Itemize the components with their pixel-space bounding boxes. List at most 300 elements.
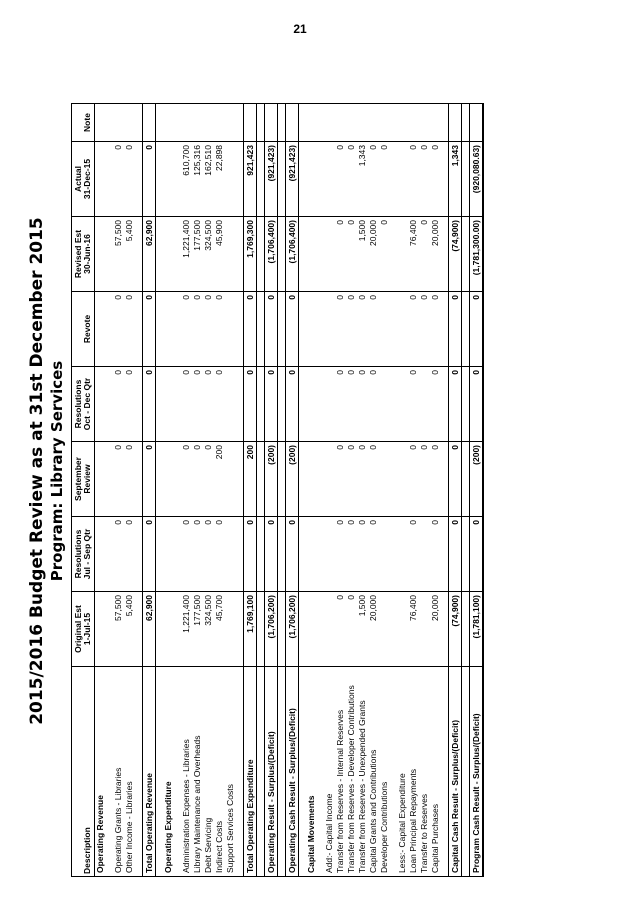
row-note [203,104,214,142]
row-value: 62,900 [143,592,156,667]
row-value [163,592,174,667]
row-value: 0 [357,442,368,517]
row-value [306,292,317,367]
spacer-cell [390,442,397,517]
row-description: Operating Revenue [95,667,107,877]
row-value: 20,000 [368,217,379,292]
spacer-cell [257,217,265,292]
spacer-cell [390,667,397,877]
spacer-cell [299,217,307,292]
row-value [163,292,174,367]
row-value: (920,080.63) [470,142,484,217]
row-value: 0 [143,142,156,217]
row-note [225,104,236,142]
row-value: 1,500 [357,217,368,292]
table-row [244,104,257,877]
row-value: 0 [124,292,135,367]
row-value: 1,343 [449,142,462,217]
report-title: 2015/2016 Budget Review as at 31st December 2015 [27,217,47,725]
row-note [470,104,484,142]
spacer-row [135,104,143,877]
row-value: 1,343 [357,142,368,217]
spacer-cell [278,104,286,142]
row-value: 20,000 [430,592,441,667]
spacer-row [236,104,244,877]
row-value [379,517,390,592]
spacer-cell [135,104,143,142]
spacer-cell [390,217,397,292]
row-value: 0 [419,217,430,292]
spacer-cell [156,367,164,442]
row-value [324,142,335,217]
spacer-cell [278,442,286,517]
row-value [324,217,335,292]
row-value: 0 [419,292,430,367]
spacer-row [174,104,181,877]
row-value: 0 [143,292,156,367]
row-description: Program Cash Result - Surplus/(Deficit) [470,667,484,877]
spacer-row [299,104,307,877]
spacer-cell [236,104,244,142]
spacer-cell [462,442,470,517]
spacer-cell [156,104,164,142]
row-value: 0 [181,367,192,442]
spacer-cell [257,292,265,367]
row-description: Capital Cash Result - Surplus/(Deficit) [449,667,462,877]
row-value: 0 [124,367,135,442]
row-value: 0 [192,367,203,442]
row-note [346,104,357,142]
table-row [95,104,107,877]
row-value [163,217,174,292]
header-description: Description [72,667,95,877]
spacer-cell [174,667,181,877]
row-note [419,104,430,142]
spacer-cell [106,592,113,667]
row-value: 0 [449,367,462,442]
spacer-cell [174,592,181,667]
row-value: (200) [286,442,299,517]
row-value: 0 [335,517,346,592]
row-value: 0 [368,517,379,592]
row-note [244,104,257,142]
table-row [419,104,430,877]
row-value [306,592,317,667]
row-value: 200 [214,442,225,517]
spacer-row [441,104,449,877]
row-value: 0 [368,292,379,367]
row-description: Operating Cash Result - Surplus/(Deficit) [286,667,299,877]
row-value: 0 [470,292,484,367]
row-value: 0 [203,292,214,367]
spacer-cell [156,442,164,517]
table-row [430,104,441,877]
spacer-cell [299,292,307,367]
spacer-cell [390,517,397,592]
row-value: 0 [419,142,430,217]
spacer-cell [257,367,265,442]
table-row [286,104,299,877]
row-value: 62,900 [143,217,156,292]
row-value [163,367,174,442]
row-value: 0 [379,142,390,217]
spacer-cell [135,517,143,592]
table-row [192,104,203,877]
row-value: 0 [124,442,135,517]
spacer-cell [317,367,324,442]
row-value: 0 [203,367,214,442]
row-description: Capital Grants and Contributions [368,667,379,877]
spacer-cell [174,142,181,217]
header-revised-est [72,217,95,292]
row-description: Less:- Capital Expenditure [397,667,408,877]
spacer-cell [462,104,470,142]
row-description: Add:- Capital Income [324,667,335,877]
row-value [419,517,430,592]
row-value: 20,000 [368,592,379,667]
row-note [286,104,299,142]
header-resolutions-q2-line2: Oct - Dec Qtr [82,377,92,431]
spacer-cell [278,517,286,592]
row-value [225,142,236,217]
spacer-cell [135,292,143,367]
budget-review-page [25,21,611,881]
row-value [225,367,236,442]
row-value: 0 [408,142,419,217]
spacer-cell [441,104,449,142]
header-revised-est-line2: 30-Jun-16 [82,234,92,274]
spacer-cell [462,517,470,592]
row-value: 921,423 [244,142,257,217]
row-value: 76,400 [408,592,419,667]
row-value: 0 [368,442,379,517]
spacer-cell [236,142,244,217]
row-value: 0 [430,517,441,592]
row-note [124,104,135,142]
row-value [419,592,430,667]
row-value [306,517,317,592]
header-september-line1: September [73,457,83,501]
row-value: 0 [244,517,257,592]
row-value [95,517,107,592]
spacer-cell [236,217,244,292]
spacer-row [257,104,265,877]
row-value: (1,706,200) [286,592,299,667]
row-value [225,292,236,367]
table-row [335,104,346,877]
row-value [225,217,236,292]
row-value: 0 [124,142,135,217]
spacer-cell [257,667,265,877]
row-value: 177,500 [192,592,203,667]
row-description: Capital Purchases [430,667,441,877]
row-value [306,142,317,217]
spacer-cell [156,217,164,292]
table-row [265,104,278,877]
budget-table [71,103,484,877]
row-value: 125,316 [192,142,203,217]
row-value: 0 [214,367,225,442]
spacer-cell [236,667,244,877]
spacer-cell [106,367,113,442]
row-value: (921,423) [265,142,278,217]
spacer-cell [462,592,470,667]
row-value: 0 [181,442,192,517]
row-value [95,217,107,292]
row-description: Operating Grants - Libraries [113,667,124,877]
spacer-cell [174,517,181,592]
spacer-cell [441,442,449,517]
row-value [324,292,335,367]
row-value: 0 [368,142,379,217]
row-value: 0 [143,442,156,517]
spacer-cell [299,517,307,592]
row-value [95,292,107,367]
row-value: 0 [335,442,346,517]
row-note [449,104,462,142]
row-description: Operating Result - Surplus/(Deficit) [265,667,278,877]
row-note [306,104,317,142]
spacer-cell [441,142,449,217]
spacer-cell [462,217,470,292]
row-description: Developer Contributions [379,667,390,877]
header-actual-line1: Actual [73,166,83,192]
row-value: 0 [265,292,278,367]
row-value: 0 [113,367,124,442]
row-value: (74,900) [449,592,462,667]
row-value: 0 [430,142,441,217]
row-value: 1,221,400 [181,592,192,667]
spacer-cell [257,104,265,142]
row-value: 0 [192,517,203,592]
row-value: 0 [335,592,346,667]
row-description: Total Operating Revenue [143,667,156,877]
row-note [430,104,441,142]
row-description: Operating Expenditure [163,667,174,877]
row-value [95,367,107,442]
table-header [72,104,95,877]
spacer-cell [462,667,470,877]
row-value [163,517,174,592]
row-value: 0 [430,292,441,367]
row-value: 0 [430,367,441,442]
row-note [163,104,174,142]
row-value: 0 [408,367,419,442]
table-row [470,104,484,877]
table-row [163,104,174,877]
row-value: 5,400 [124,217,135,292]
row-value: 0 [265,517,278,592]
row-value: 0 [346,292,357,367]
spacer-cell [236,517,244,592]
row-description: Administration Expenses - Libraries [181,667,192,877]
row-value [324,517,335,592]
row-value: 0 [113,292,124,367]
row-description: Support Services Costs [225,667,236,877]
spacer-cell [441,217,449,292]
row-value [163,142,174,217]
spacer-cell [317,592,324,667]
spacer-cell [106,217,113,292]
spacer-cell [106,104,113,142]
row-description: Loan Principal Repayments [408,667,419,877]
row-value: 76,400 [408,217,419,292]
row-value [379,292,390,367]
row-description: Transfer from Reserves - Internal Reserves [335,667,346,877]
spacer-cell [317,442,324,517]
header-resolutions-q1-line1: Resolutions [73,529,83,579]
row-value: 22,898 [214,142,225,217]
spacer-cell [390,592,397,667]
table-row [214,104,225,877]
row-note [181,104,192,142]
spacer-cell [462,142,470,217]
spacer-cell [106,142,113,217]
row-note [143,104,156,142]
row-description: Other Income - Libraries [124,667,135,877]
row-description: Capital Movements [306,667,317,877]
spacer-cell [299,142,307,217]
row-value: 0 [357,367,368,442]
table-row [346,104,357,877]
spacer-cell [462,292,470,367]
header-revised-est-line1: Revised Est [73,229,83,279]
row-value: 57,500 [113,592,124,667]
row-value: 0 [113,142,124,217]
spacer-cell [106,292,113,367]
row-value [225,592,236,667]
row-value: 57,500 [113,217,124,292]
spacer-cell [299,367,307,442]
spacer-row [462,104,470,877]
row-value: (1,706,400) [265,217,278,292]
table-row [397,104,408,877]
table-row [408,104,419,877]
spacer-cell [156,517,164,592]
row-description: Library Maintenance and Overheads [192,667,203,877]
row-value [379,442,390,517]
row-value: 0 [419,442,430,517]
row-value [163,442,174,517]
row-note [357,104,368,142]
row-value: 0 [335,367,346,442]
spacer-cell [278,142,286,217]
row-value [324,592,335,667]
row-value: 0 [214,292,225,367]
row-value: 0 [192,442,203,517]
row-value: 0 [286,292,299,367]
row-value: 0 [346,517,357,592]
row-value: 0 [346,217,357,292]
spacer-cell [441,517,449,592]
row-value: (74,900) [449,217,462,292]
spacer-cell [317,292,324,367]
spacer-cell [135,442,143,517]
row-description: Indirect Costs [214,667,225,877]
spacer-cell [174,217,181,292]
spacer-cell [441,292,449,367]
header-original-est [72,592,95,667]
header-revote: Revote [72,292,95,367]
row-note [335,104,346,142]
row-value: 0 [346,442,357,517]
spacer-cell [278,667,286,877]
spacer-cell [317,667,324,877]
row-value [324,367,335,442]
spacer-cell [106,442,113,517]
spacer-cell [135,667,143,877]
row-value: 0 [143,517,156,592]
row-value: 177,500 [192,217,203,292]
spacer-cell [236,442,244,517]
spacer-cell [135,592,143,667]
row-value: 324,500 [203,592,214,667]
row-value: 0 [192,292,203,367]
row-value: 0 [346,592,357,667]
row-value: 0 [357,292,368,367]
row-value [419,367,430,442]
spacer-cell [257,592,265,667]
row-description: Debt Servicing [203,667,214,877]
row-value [379,592,390,667]
row-description: Transfer from Reserves - Unexpended Grants [357,667,368,877]
table-row [124,104,135,877]
row-value: 0 [470,517,484,592]
row-value: (200) [265,442,278,517]
spacer-cell [135,142,143,217]
spacer-cell [299,104,307,142]
spacer-cell [174,292,181,367]
row-value [397,592,408,667]
row-note [379,104,390,142]
spacer-cell [317,142,324,217]
row-value: 0 [449,292,462,367]
spacer-cell [106,667,113,877]
row-value: 610,700 [181,142,192,217]
row-value: 45,900 [214,217,225,292]
spacer-cell [299,592,307,667]
row-value: 0 [346,367,357,442]
spacer-cell [156,292,164,367]
row-value: 200 [244,442,257,517]
spacer-cell [299,442,307,517]
spacer-cell [317,217,324,292]
row-value: 324,500 [203,217,214,292]
row-value [397,517,408,592]
spacer-cell [135,367,143,442]
spacer-cell [462,367,470,442]
row-value: 0 [203,442,214,517]
row-value: 0 [346,142,357,217]
row-value: 0 [408,442,419,517]
row-note [265,104,278,142]
row-value: 20,000 [430,217,441,292]
row-value: 0 [181,517,192,592]
row-value: 0 [449,442,462,517]
spacer-cell [299,667,307,877]
row-note [408,104,419,142]
row-value: 0 [143,367,156,442]
row-value: 0 [430,442,441,517]
row-value: 162,510 [203,142,214,217]
row-value: 1,500 [357,592,368,667]
row-value: (1,781,300.00) [470,217,484,292]
table-row [449,104,462,877]
spacer-row [278,104,286,877]
row-value: 0 [379,217,390,292]
row-note [324,104,335,142]
spacer-cell [278,292,286,367]
